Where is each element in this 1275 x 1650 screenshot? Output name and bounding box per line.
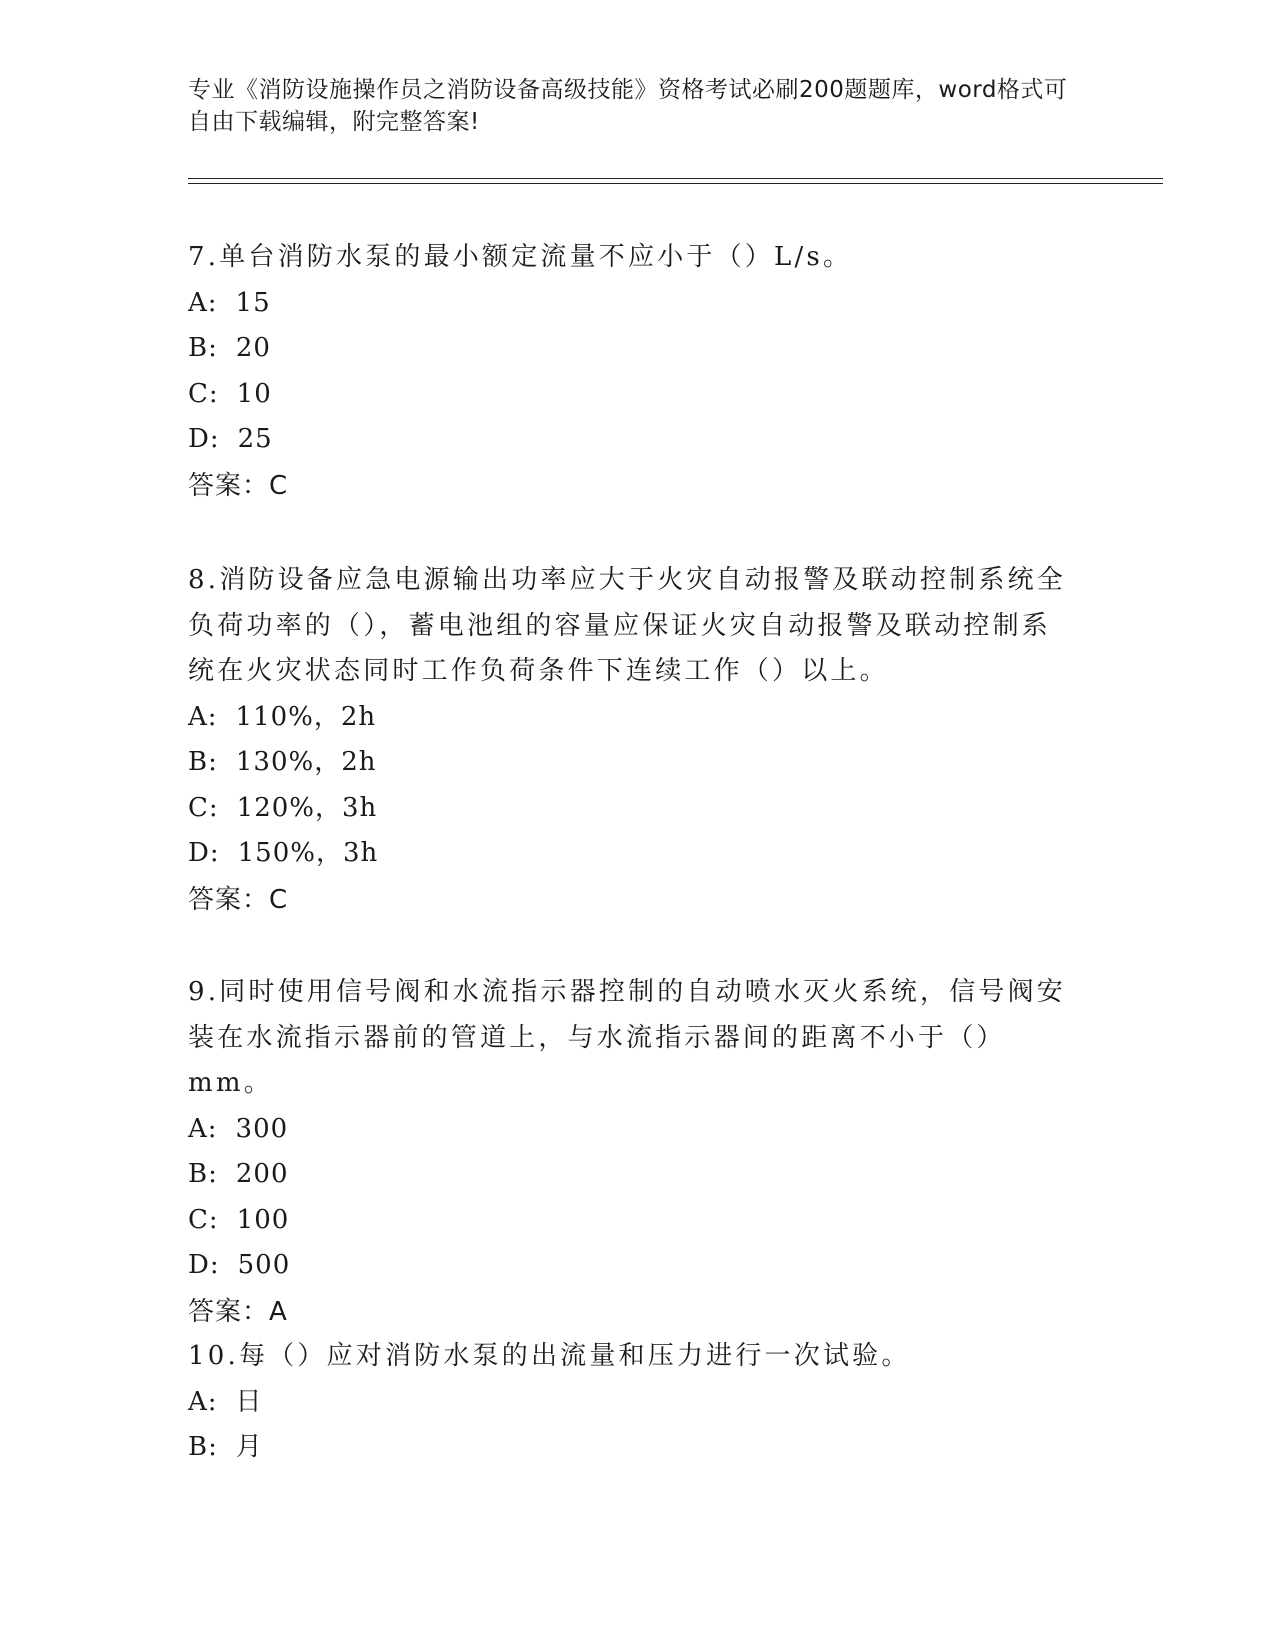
option-text: 100 <box>236 1204 290 1235</box>
option-a <box>188 281 1068 327</box>
option-text: 500 <box>237 1250 291 1280</box>
option-c <box>188 786 1068 832</box>
option-text: 120%，3h <box>236 792 378 823</box>
answer-line: 答案：C <box>188 470 289 501</box>
option-text: 10 <box>236 378 272 409</box>
question-stem: 8.消防设备应急电源输出功率应大于火灾自动报警及联动控制系统全负荷功率的（），蓄电池组的容量应保证火灾自动报警及联动控制系统在火灾状态同时工作负荷条件下连续工作（）以上。 <box>188 565 1067 686</box>
option-b <box>188 1152 1068 1198</box>
option-letter: B: <box>188 333 218 363</box>
option-c <box>188 372 1068 418</box>
option-letter: B: <box>188 747 218 777</box>
option-letter: D: <box>188 424 220 454</box>
question-8 <box>188 558 1068 923</box>
option-text: 月 <box>235 1432 263 1462</box>
option-d <box>188 1243 1068 1289</box>
option-text: 15 <box>235 287 271 318</box>
option-letter: A: <box>188 701 218 732</box>
option-text: 日 <box>235 1386 263 1417</box>
answer-line: 答案：C <box>188 884 289 915</box>
option-letter: D: <box>188 838 220 868</box>
option-text: 25 <box>237 424 273 454</box>
option-letter: C: <box>188 792 219 823</box>
header-rule-bottom <box>188 183 1163 184</box>
option-letter: D: <box>188 1250 220 1280</box>
option-c <box>188 1198 1068 1244</box>
option-b <box>188 740 1068 786</box>
option-b <box>188 1425 1068 1471</box>
option-a <box>188 1380 1068 1426</box>
header-rule-top <box>188 178 1163 179</box>
option-text: 20 <box>235 333 271 363</box>
option-b <box>188 326 1068 372</box>
option-letter: B: <box>188 1159 218 1189</box>
question-9 <box>188 970 1068 1335</box>
answer-line: 答案：A <box>188 1296 288 1327</box>
option-letter: A: <box>188 1113 218 1144</box>
option-text: 130%，2h <box>235 747 377 777</box>
document-header: 专业《消防设施操作员之消防设备高级技能》资格考试必刷200题题库，word格式可自由下载编辑，附完整答案! <box>188 77 1068 135</box>
option-letter: C: <box>188 1204 219 1235</box>
question-stem: 7.单台消防水泵的最小额定流量不应小于（）L/s。 <box>188 242 853 272</box>
question-stem: 9.同时使用信号阀和水流指示器控制的自动喷水灭火系统，信号阀安装在水流指示器前的管道上，与水流指示器间的距离不小于（）mm。 <box>188 977 1067 1098</box>
question-7 <box>188 235 1068 509</box>
option-text: 110%，2h <box>235 701 377 732</box>
option-a <box>188 1107 1068 1153</box>
option-text: 300 <box>235 1113 289 1144</box>
option-text: 150%，3h <box>237 838 379 868</box>
option-d <box>188 831 1068 877</box>
option-letter: A: <box>188 1386 218 1417</box>
option-letter: B: <box>188 1432 218 1462</box>
option-d <box>188 417 1068 463</box>
option-text: 200 <box>235 1159 289 1189</box>
option-a <box>188 695 1068 741</box>
question-stem: 10.每（）应对消防水泵的出流量和压力进行一次试验。 <box>188 1341 911 1371</box>
option-letter: A: <box>188 287 218 318</box>
question-10 <box>188 1334 1068 1471</box>
option-letter: C: <box>188 378 219 409</box>
